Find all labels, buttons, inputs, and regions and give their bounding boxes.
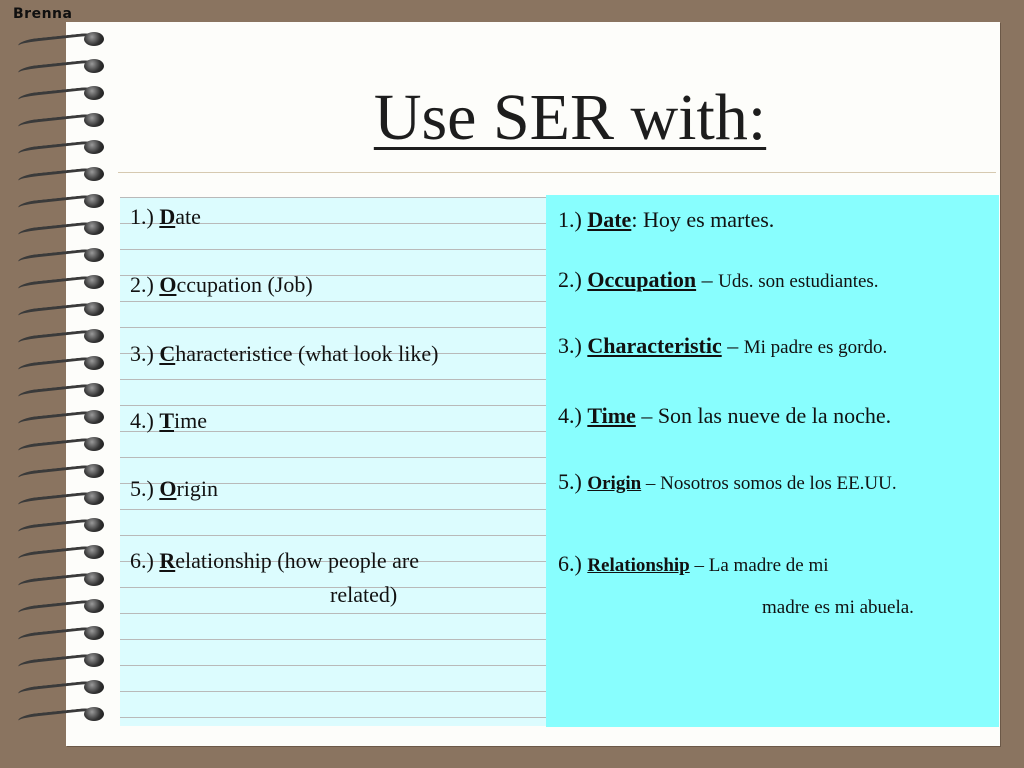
example-item — [558, 207, 774, 233]
item-term: Occupation — [587, 267, 697, 292]
spiral-coil — [18, 462, 110, 484]
spiral-coil — [18, 354, 110, 376]
coil-hole — [84, 599, 104, 613]
item-term: Date — [587, 207, 632, 232]
example-item — [558, 333, 887, 359]
spiral-coil — [18, 327, 110, 349]
item-text-continued: related) — [330, 582, 398, 607]
item-key-letter: C — [159, 341, 176, 366]
coil-hole — [84, 221, 104, 235]
title-divider — [118, 172, 996, 173]
list-item — [130, 341, 439, 367]
spiral-coil — [18, 246, 110, 268]
spiral-coil — [18, 435, 110, 457]
spiral-coil — [18, 408, 110, 430]
item-key-letter: O — [159, 476, 177, 501]
author-label: Brenna — [13, 6, 73, 22]
spiral-coil — [18, 705, 110, 727]
coil-hole — [84, 383, 104, 397]
item-number: 1.) — [558, 207, 588, 232]
item-example: Hoy es martes. — [642, 207, 775, 232]
coil-hole — [84, 356, 104, 370]
item-number: 3.) — [558, 333, 588, 358]
list-item — [130, 476, 218, 502]
spiral-coil — [18, 543, 110, 565]
item-example-continued: madre es mi abuela. — [762, 597, 914, 618]
item-text: haracteristice (what look like) — [175, 341, 439, 366]
item-number: 5.) — [558, 469, 588, 494]
item-number: 4.) — [558, 403, 588, 428]
item-number: 2.) — [130, 272, 160, 297]
coil-hole — [84, 410, 104, 424]
example-item — [558, 469, 897, 495]
item-text: ate — [175, 204, 201, 229]
spiral-coil — [18, 516, 110, 538]
item-example: Son las nueve de la noche. — [657, 403, 892, 428]
spiral-coil — [18, 273, 110, 295]
spiral-coil — [18, 597, 110, 619]
spiral-coil — [18, 570, 110, 592]
spiral-coil — [18, 624, 110, 646]
spiral-coil — [18, 300, 110, 322]
item-number: 4.) — [130, 408, 160, 433]
list-item — [130, 408, 207, 434]
coil-hole — [84, 518, 104, 532]
coil-hole — [84, 275, 104, 289]
spiral-coil — [18, 192, 110, 214]
item-separator: – — [635, 403, 658, 428]
item-term: Time — [587, 403, 636, 428]
coil-hole — [84, 572, 104, 586]
coil-hole — [84, 329, 104, 343]
item-text: elationship (how people are — [175, 548, 419, 573]
example-item — [558, 403, 891, 429]
item-key-letter: R — [159, 548, 176, 573]
item-term: Origin — [587, 473, 642, 494]
coil-hole — [84, 491, 104, 505]
spiral-coil — [18, 219, 110, 241]
item-number: 6.) — [130, 548, 160, 573]
item-text: ccupation (Job) — [176, 272, 313, 297]
item-number: 5.) — [130, 476, 160, 501]
item-number: 2.) — [558, 267, 588, 292]
coil-hole — [84, 545, 104, 559]
right-examples-panel — [546, 195, 999, 727]
list-item — [130, 272, 313, 298]
coil-hole — [84, 626, 104, 640]
coil-hole — [84, 302, 104, 316]
example-item — [558, 543, 914, 629]
item-example: Uds. son estudiantes. — [718, 271, 879, 292]
coil-hole — [84, 680, 104, 694]
item-separator: – — [721, 333, 744, 358]
coil-hole — [84, 707, 104, 721]
item-example: Mi padre es gordo. — [743, 337, 888, 358]
left-ruled-panel — [120, 197, 546, 726]
spiral-coil — [18, 489, 110, 511]
item-number: 3.) — [130, 341, 160, 366]
item-number: 6.) — [558, 551, 588, 576]
slide-title: Use SER with: — [373, 81, 767, 154]
list-item — [130, 204, 201, 230]
coil-hole — [84, 194, 104, 208]
item-text: rigin — [176, 476, 219, 501]
spiral-coil — [18, 678, 110, 700]
item-separator: : — [631, 207, 643, 232]
coil-hole — [84, 248, 104, 262]
item-text: ime — [174, 408, 208, 433]
item-key-letter: D — [159, 204, 176, 229]
coil-hole — [84, 437, 104, 451]
spiral-coil — [18, 651, 110, 673]
item-example: La madre de mi — [708, 555, 829, 576]
spiral-coil — [18, 381, 110, 403]
item-term: Characteristic — [587, 333, 722, 358]
coil-hole — [84, 464, 104, 478]
item-separator: – — [641, 473, 661, 494]
title-area — [66, 22, 1000, 172]
coil-hole — [84, 653, 104, 667]
item-separator: – — [689, 555, 709, 576]
item-separator: – — [696, 267, 719, 292]
item-number: 1.) — [130, 204, 160, 229]
item-key-letter: T — [159, 408, 175, 433]
item-term: Relationship — [587, 555, 690, 576]
item-example: Nosotros somos de los EE.UU. — [660, 473, 897, 494]
item-key-letter: O — [159, 272, 177, 297]
list-item — [130, 544, 540, 612]
example-item — [558, 267, 879, 293]
